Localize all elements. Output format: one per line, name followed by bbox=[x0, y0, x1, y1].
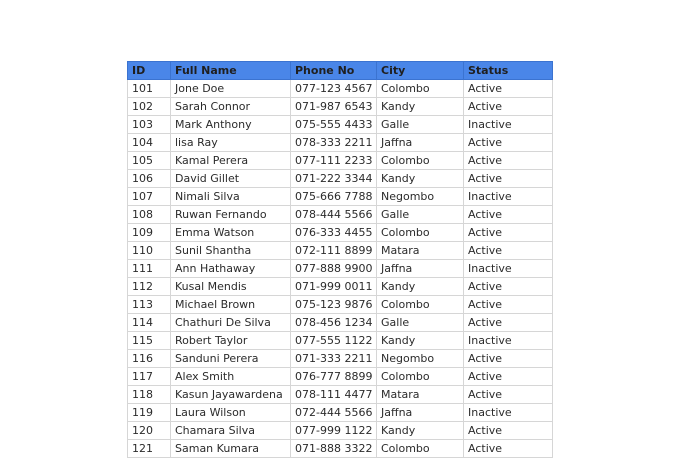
cell-phone-no[interactable]: 078-111 4477 bbox=[291, 386, 377, 404]
cell-full-name[interactable]: Sunil Shantha bbox=[171, 242, 291, 260]
cell-city[interactable]: Kandy bbox=[377, 332, 464, 350]
cell-phone-no[interactable]: 078-456 1234 bbox=[291, 314, 377, 332]
cell-city[interactable]: Colombo bbox=[377, 224, 464, 242]
cell-city[interactable]: Negombo bbox=[377, 350, 464, 368]
table-row[interactable] bbox=[128, 422, 553, 440]
column-header-full-name[interactable]: Full Name bbox=[171, 62, 291, 80]
cell-phone-no[interactable]: 075-555 4433 bbox=[291, 116, 377, 134]
table-body bbox=[128, 80, 553, 458]
cell-city[interactable]: Kandy bbox=[377, 422, 464, 440]
cell-city[interactable]: Colombo bbox=[377, 368, 464, 386]
table-row[interactable] bbox=[128, 152, 553, 170]
cell-city[interactable]: Matara bbox=[377, 386, 464, 404]
cell-phone-no[interactable]: 071-987 6543 bbox=[291, 98, 377, 116]
cell-status[interactable]: Inactive bbox=[464, 116, 553, 134]
table-row[interactable] bbox=[128, 386, 553, 404]
table-row[interactable] bbox=[128, 224, 553, 242]
cell-city[interactable]: Colombo bbox=[377, 80, 464, 98]
cell-full-name[interactable]: Robert Taylor bbox=[171, 332, 291, 350]
customer-table bbox=[127, 61, 553, 458]
cell-id[interactable]: 101 bbox=[128, 80, 171, 98]
cell-full-name[interactable]: Ann Hathaway bbox=[171, 260, 291, 278]
cell-full-name[interactable]: Nimali Silva bbox=[171, 188, 291, 206]
cell-status[interactable]: Active bbox=[464, 242, 553, 260]
cell-full-name[interactable]: Jone Doe bbox=[171, 80, 291, 98]
cell-id[interactable]: 103 bbox=[128, 116, 171, 134]
table-row[interactable] bbox=[128, 170, 553, 188]
cell-city[interactable]: Kandy bbox=[377, 170, 464, 188]
cell-city[interactable]: Galle bbox=[377, 206, 464, 224]
cell-phone-no[interactable]: 071-888 3322 bbox=[291, 440, 377, 458]
cell-city[interactable]: Colombo bbox=[377, 152, 464, 170]
cell-full-name[interactable]: Kasun Jayawardena bbox=[171, 386, 291, 404]
cell-status[interactable]: Active bbox=[464, 80, 553, 98]
cell-id[interactable]: 109 bbox=[128, 224, 171, 242]
cell-id[interactable]: 118 bbox=[128, 386, 171, 404]
cell-status[interactable]: Active bbox=[464, 314, 553, 332]
cell-status[interactable]: Active bbox=[464, 134, 553, 152]
cell-phone-no[interactable]: 077-999 1122 bbox=[291, 422, 377, 440]
cell-city[interactable]: Galle bbox=[377, 314, 464, 332]
column-header-phone-no[interactable]: Phone No bbox=[291, 62, 377, 80]
cell-id[interactable]: 119 bbox=[128, 404, 171, 422]
cell-status[interactable]: Active bbox=[464, 386, 553, 404]
cell-phone-no[interactable]: 072-444 5566 bbox=[291, 404, 377, 422]
table-row[interactable] bbox=[128, 278, 553, 296]
cell-full-name[interactable]: Michael Brown bbox=[171, 296, 291, 314]
cell-id[interactable]: 115 bbox=[128, 332, 171, 350]
table-row[interactable] bbox=[128, 296, 553, 314]
cell-full-name[interactable]: lisa Ray bbox=[171, 134, 291, 152]
cell-status[interactable]: Active bbox=[464, 152, 553, 170]
column-header-status[interactable]: Status bbox=[464, 62, 553, 80]
cell-phone-no[interactable]: 076-333 4455 bbox=[291, 224, 377, 242]
cell-id[interactable]: 114 bbox=[128, 314, 171, 332]
cell-id[interactable]: 107 bbox=[128, 188, 171, 206]
cell-id[interactable]: 105 bbox=[128, 152, 171, 170]
cell-status[interactable]: Active bbox=[464, 368, 553, 386]
cell-phone-no[interactable]: 077-888 9900 bbox=[291, 260, 377, 278]
cell-status[interactable]: Active bbox=[464, 440, 553, 458]
cell-id[interactable]: 106 bbox=[128, 170, 171, 188]
cell-full-name[interactable]: Kusal Mendis bbox=[171, 278, 291, 296]
cell-id[interactable]: 120 bbox=[128, 422, 171, 440]
cell-phone-no[interactable]: 071-333 2211 bbox=[291, 350, 377, 368]
cell-city[interactable]: Kandy bbox=[377, 278, 464, 296]
cell-city[interactable]: Jaffna bbox=[377, 404, 464, 422]
cell-id[interactable]: 113 bbox=[128, 296, 171, 314]
cell-full-name[interactable]: Laura Wilson bbox=[171, 404, 291, 422]
cell-id[interactable]: 111 bbox=[128, 260, 171, 278]
cell-status[interactable]: Inactive bbox=[464, 188, 553, 206]
table-row[interactable] bbox=[128, 314, 553, 332]
table-row[interactable] bbox=[128, 242, 553, 260]
cell-city[interactable]: Jaffna bbox=[377, 260, 464, 278]
cell-phone-no[interactable]: 075-123 9876 bbox=[291, 296, 377, 314]
cell-full-name[interactable]: Kamal Perera bbox=[171, 152, 291, 170]
cell-id[interactable]: 112 bbox=[128, 278, 171, 296]
header-row bbox=[128, 62, 553, 80]
cell-phone-no[interactable]: 077-111 2233 bbox=[291, 152, 377, 170]
column-header-id[interactable]: ID bbox=[128, 62, 171, 80]
table-row[interactable] bbox=[128, 440, 553, 458]
cell-city[interactable]: Kandy bbox=[377, 98, 464, 116]
cell-phone-no[interactable]: 071-222 3344 bbox=[291, 170, 377, 188]
cell-status[interactable]: Inactive bbox=[464, 404, 553, 422]
cell-phone-no[interactable]: 078-444 5566 bbox=[291, 206, 377, 224]
cell-id[interactable]: 117 bbox=[128, 368, 171, 386]
cell-id[interactable]: 108 bbox=[128, 206, 171, 224]
cell-status[interactable]: Active bbox=[464, 422, 553, 440]
table-row[interactable] bbox=[128, 368, 553, 386]
cell-phone-no[interactable]: 077-123 4567 bbox=[291, 80, 377, 98]
cell-status[interactable]: Active bbox=[464, 98, 553, 116]
table-row[interactable] bbox=[128, 98, 553, 116]
cell-status[interactable]: Active bbox=[464, 350, 553, 368]
cell-id[interactable]: 110 bbox=[128, 242, 171, 260]
cell-city[interactable]: Colombo bbox=[377, 440, 464, 458]
cell-city[interactable]: Galle bbox=[377, 116, 464, 134]
column-header-city[interactable]: City bbox=[377, 62, 464, 80]
cell-full-name[interactable]: Mark Anthony bbox=[171, 116, 291, 134]
cell-city[interactable]: Negombo bbox=[377, 188, 464, 206]
table-row[interactable] bbox=[128, 188, 553, 206]
cell-phone-no[interactable]: 076-777 8899 bbox=[291, 368, 377, 386]
cell-full-name[interactable]: Emma Watson bbox=[171, 224, 291, 242]
cell-status[interactable]: Active bbox=[464, 278, 553, 296]
cell-phone-no[interactable]: 075-666 7788 bbox=[291, 188, 377, 206]
cell-status[interactable]: Active bbox=[464, 296, 553, 314]
table-row[interactable] bbox=[128, 134, 553, 152]
cell-status[interactable]: Inactive bbox=[464, 260, 553, 278]
table-row[interactable] bbox=[128, 80, 553, 98]
cell-full-name[interactable]: Chathuri De Silva bbox=[171, 314, 291, 332]
cell-full-name[interactable]: Saman Kumara bbox=[171, 440, 291, 458]
cell-full-name[interactable]: Ruwan Fernando bbox=[171, 206, 291, 224]
cell-id[interactable]: 102 bbox=[128, 98, 171, 116]
cell-full-name[interactable]: Sarah Connor bbox=[171, 98, 291, 116]
cell-full-name[interactable]: David Gillet bbox=[171, 170, 291, 188]
cell-phone-no[interactable]: 071-999 0011 bbox=[291, 278, 377, 296]
cell-status[interactable]: Active bbox=[464, 224, 553, 242]
table-row[interactable] bbox=[128, 260, 553, 278]
cell-status[interactable]: Active bbox=[464, 206, 553, 224]
cell-id[interactable]: 116 bbox=[128, 350, 171, 368]
cell-full-name[interactable]: Alex Smith bbox=[171, 368, 291, 386]
cell-full-name[interactable]: Sanduni Perera bbox=[171, 350, 291, 368]
cell-city[interactable]: Colombo bbox=[377, 296, 464, 314]
table-row[interactable] bbox=[128, 206, 553, 224]
cell-phone-no[interactable]: 077-555 1122 bbox=[291, 332, 377, 350]
cell-status[interactable]: Active bbox=[464, 170, 553, 188]
table-row[interactable] bbox=[128, 116, 553, 134]
cell-status[interactable]: Inactive bbox=[464, 332, 553, 350]
cell-phone-no[interactable]: 072-111 8899 bbox=[291, 242, 377, 260]
cell-city[interactable]: Matara bbox=[377, 242, 464, 260]
cell-id[interactable]: 121 bbox=[128, 440, 171, 458]
cell-phone-no[interactable]: 078-333 2211 bbox=[291, 134, 377, 152]
table-row[interactable] bbox=[128, 332, 553, 350]
table-row[interactable] bbox=[128, 404, 553, 422]
cell-full-name[interactable]: Chamara Silva bbox=[171, 422, 291, 440]
table-header bbox=[128, 62, 553, 80]
cell-city[interactable]: Jaffna bbox=[377, 134, 464, 152]
table-row[interactable] bbox=[128, 350, 553, 368]
cell-id[interactable]: 104 bbox=[128, 134, 171, 152]
